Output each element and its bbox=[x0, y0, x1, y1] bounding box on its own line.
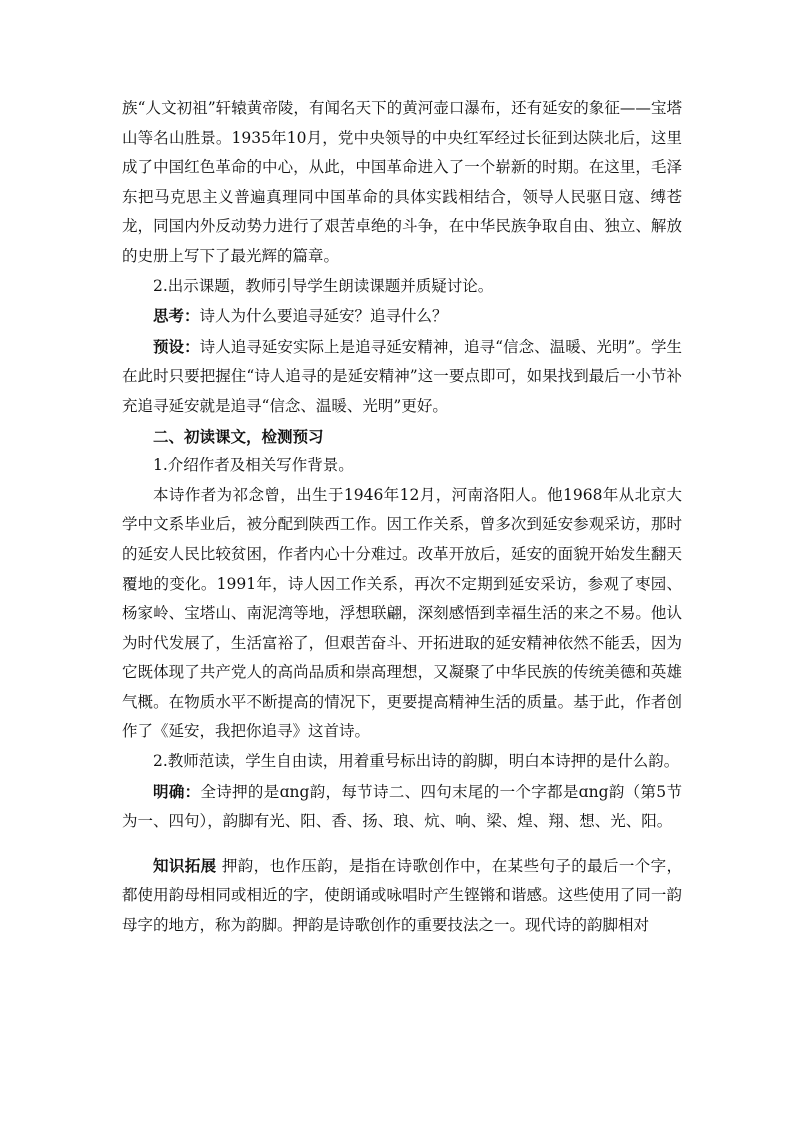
preset-label: 预设： bbox=[153, 336, 200, 356]
document-body bbox=[122, 94, 682, 941]
knowledge-label: 知识拓展 bbox=[153, 855, 217, 875]
author-background-paragraph: 本诗作者为祁念曾，出生于1946年12月，河南洛阳人。他1968年从北京大学中文系毕业后，被分配到陕西工作。因工作关系，曾多次到延安参观采访，那时的延安人民比较贫困，作者内心十分难过。改革开放后，延安的面貌开始发生翻天覆地的变化。1991年，诗人因工作关系，再次不定期到延安采访，参观了枣园、杨家岭、宝塔山、南泥湾等地，浮想联翩，深刻感悟到幸福生活的来之不易。他认为时代发展了，生活富裕了，但艰苦奋斗、开拓进取的延安精神依然不能丢，因为它既体现了共产党人的高尚品质和崇高理想，又凝聚了中华民族的传统美德和英雄气概。在物质水平不断提高的情况下，更要提高精神生活的质量。基于此，作者创作了《延安，我把你追寻》这首诗。 bbox=[122, 485, 682, 741]
knowledge-paragraph bbox=[122, 851, 682, 941]
clarify-label: 明确： bbox=[153, 781, 201, 801]
intro-continued-paragraph: 族“人文初祖”轩辕黄帝陵，有闻名天下的黄河壶口瀑布，还有延安的象征——宝塔山等名山胜景。1935年10月，党中央领导的中央红军经过长征到达陕北后，这里成了中国红色革命的中心，从此，中国革命进入了一个崭新的时期。在这里，毛泽东把马克思主义普遍真理同中国革命的具体实践相结合，领导人民驱日寇、缚苍龙，同国内外反动势力进行了艰苦卓绝的斗争，在中华民族争取自由、独立、解放的史册上写下了最光辉的篇章。 bbox=[122, 99, 682, 265]
clarify-text: 全诗押的是ɑng韵，每节诗二、四句末尾的一个字都是ɑng韵（第5节为一、四句），韵脚有光、阳、香、扬、琅、炕、响、梁、煌、翔、想、光、阳。 bbox=[122, 782, 682, 831]
preset-text: 诗人追寻延安实际上是追寻延安精神，追寻“信念、温暖、光明”。学生在此时只要把握住“诗人追寻的是延安精神”这一要点即可，如果找到最后一小节补充追寻延安就是追寻“信念、温暖、光明”更好。 bbox=[122, 337, 682, 415]
sub1-paragraph: 1.介绍作者及相关写作背景。 bbox=[153, 456, 354, 475]
section2-heading: 二、初读课文，检测预习 bbox=[153, 426, 324, 446]
knowledge-text: 押韵，也作压韵，是指在诗歌创作中，在某些句子的最后一个字，都使用韵母相同或相近的字，使朗诵或咏唱时产生铿锵和谐感。这些使用了同一韵母字的地方，称为韵脚。押韵是诗歌创作的重要技法之一。现代诗的韵脚相对 bbox=[122, 856, 682, 935]
think-text: 诗人为什么要追寻延安？追寻什么？ bbox=[199, 307, 448, 326]
think-paragraph bbox=[122, 301, 682, 332]
preset-paragraph bbox=[122, 332, 682, 422]
clarify-paragraph bbox=[122, 777, 682, 837]
think-label: 思考： bbox=[153, 306, 200, 326]
paragraph-spacer bbox=[122, 837, 682, 851]
sub2-paragraph: 2.教师范读，学生自由读，用着重号标出诗的韵脚，明白本诗押的是什么韵。 bbox=[153, 752, 680, 771]
step2-paragraph: 2.出示课题，教师引导学生朗读课题并质疑讨论。 bbox=[153, 276, 494, 295]
